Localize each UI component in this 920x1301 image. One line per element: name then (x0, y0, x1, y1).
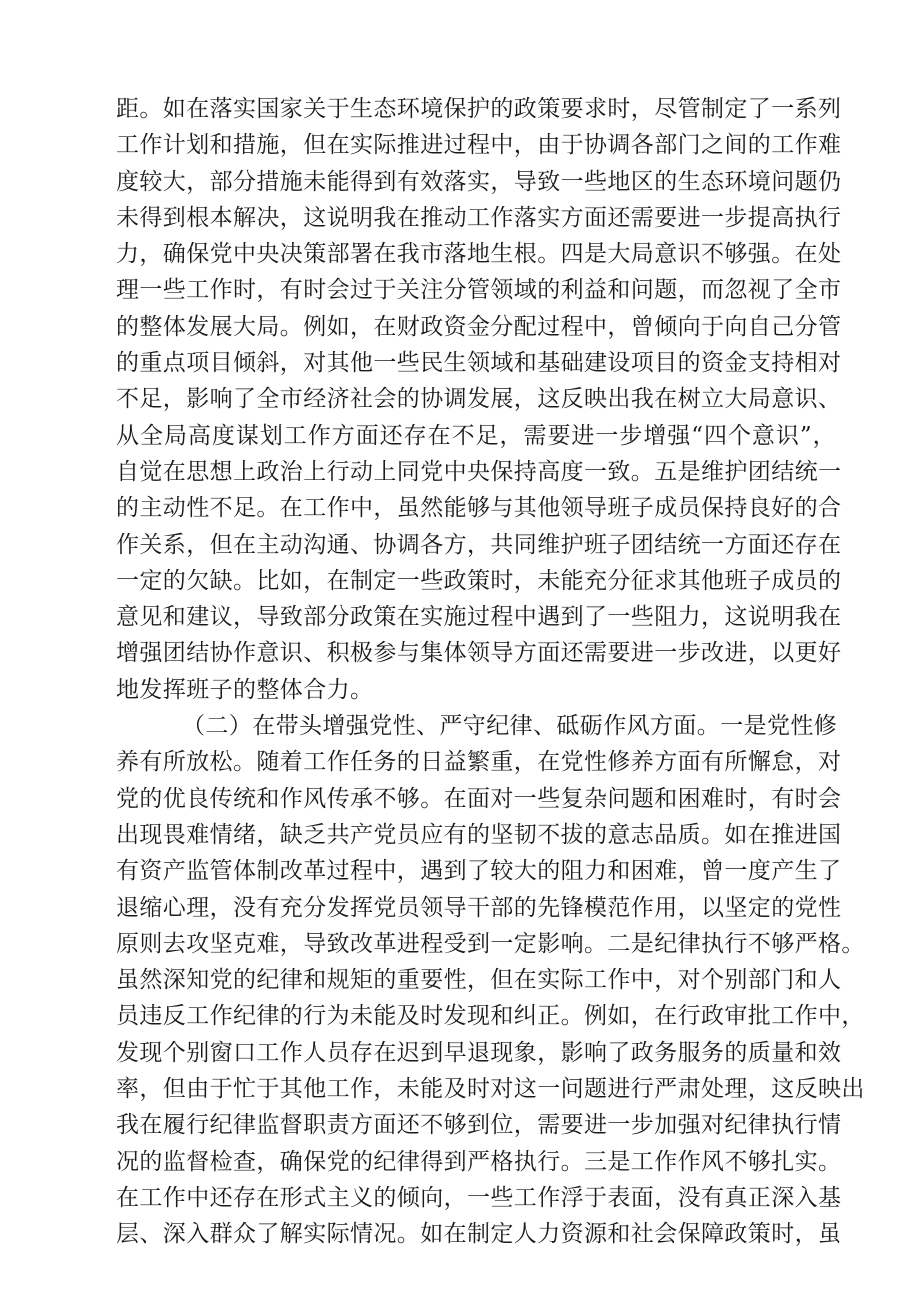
text-line: 况的监督检查，确保党的纪律得到严格执行。三是工作作风不够扎实。 (116, 1148, 842, 1175)
text-line: 未得到根本解决，这说明我在推动工作落实方面还需要进一步提高执行 (116, 204, 842, 231)
text-line: 出现畏难情绪，缺乏共产党员应有的坚韧不拔的意志品质。如在推进国 (116, 821, 842, 848)
text-line: 我在履行纪律监督职责方面还不够到位，需要进一步加强对纪律执行情 (116, 1112, 842, 1139)
text-line: 作关系，但在主动沟通、协调各方，共同维护班子团结统一方面还存在 (116, 531, 842, 558)
text-line: 自觉在思想上政治上行动上同党中央保持高度一致。五是维护团结统一 (116, 458, 842, 485)
text-line: 退缩心理，没有充分发挥党员领导干部的先锋模范作用，以坚定的党性 (116, 894, 842, 921)
text-line: 的主动性不足。在工作中，虽然能够与其他领导班子成员保持良好的合 (116, 495, 842, 522)
text-line: 工作计划和措施，但在实际推进过程中，由于协调各部门之间的工作难 (116, 132, 842, 159)
text-line: 虽然深知党的纪律和规矩的重要性，但在实际工作中，对个别部门和人 (116, 967, 842, 994)
text-line: 度较大，部分措施未能得到有效落实，导致一些地区的生态环境问题仍 (116, 168, 842, 195)
text-line: 的整体发展大局。例如，在财政资金分配过程中，曾倾向于向自己分管 (116, 313, 842, 340)
text-line: 意见和建议，导致部分政策在实施过程中遇到了一些阻力，这说明我在 (116, 604, 842, 631)
text-line: 距。如在落实国家关于生态环境保护的政策要求时，尽管制定了一系列 (116, 96, 842, 122)
text-line: 员违反工作纪律的行为未能及时发现和纠正。例如，在行政审批工作中， (116, 1003, 865, 1030)
text-line: 不足，影响了全市经济社会的协调发展，这反映出我在树立大局意识、 (116, 386, 842, 413)
text-line: 养有所放松。随着工作任务的日益繁重，在党性修养方面有所懈怠，对 (116, 749, 842, 776)
text-line: 党的优良传统和作风传承不够。在面对一些复杂问题和困难时，有时会 (116, 785, 842, 812)
text-line: 层、深入群众了解实际情况。如在制定人力资源和社会保障政策时，虽 (116, 1221, 842, 1248)
text-line: 一定的欠缺。比如，在制定一些政策时，未能充分征求其他班子成员的 (116, 567, 842, 594)
text-line: 发现个别窗口工作人员存在迟到早退现象，影响了政务服务的质量和效 (116, 1039, 842, 1066)
text-line: 在工作中还存在形式主义的倾向，一些工作浮于表面，没有真正深入基 (116, 1184, 842, 1211)
text-line: 的重点项目倾斜，对其他一些民生领域和基础建设项目的资金支持相对 (116, 350, 842, 377)
text-line: 增强团结协作意识、积极参与集体领导方面还需要进一步改进，以更好 (116, 640, 842, 667)
text-line: 理一些工作时，有时会过于关注分管领域的利益和问题，而忽视了全市 (116, 277, 842, 304)
paragraph-p2 (116, 708, 865, 1252)
paragraph-p1 (116, 91, 842, 708)
text-line: 有资产监管体制改革过程中，遇到了较大的阻力和困难，曾一度产生了 (116, 858, 842, 885)
text-line: （二）在带头增强党性、严守纪律、砥砺作风方面。一是党性修 (182, 713, 838, 740)
document-body (116, 91, 865, 1253)
text-line: 率，但由于忙于其他工作，未能及时对这一问题进行严肃处理，这反映出 (116, 1076, 865, 1103)
text-line: 原则去攻坚克难，导致改革进程受到一定影响。二是纪律执行不够严格。 (116, 930, 865, 957)
text-line: 力，确保党中央决策部署在我市落地生根。四是大局意识不够强。在处 (116, 241, 842, 268)
text-line: 地发挥班子的整体合力。 (116, 676, 374, 703)
text-line: 从全局高度谋划工作方面还存在不足，需要进一步增强“四个意识”， (116, 422, 836, 449)
